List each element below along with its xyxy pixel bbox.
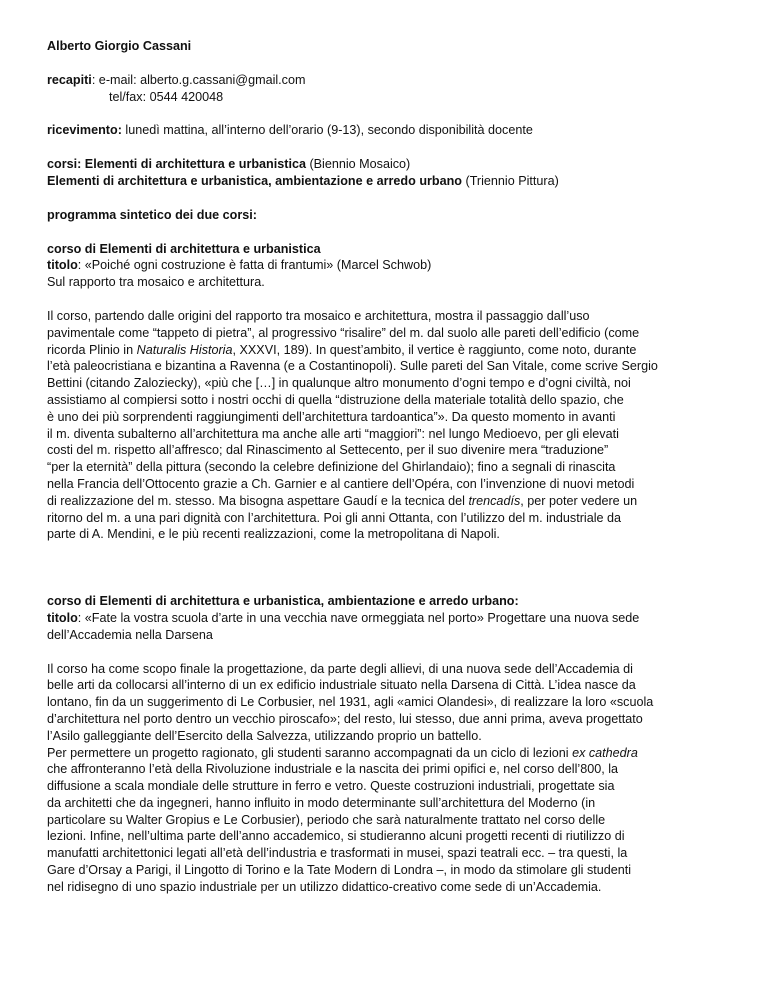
summary-heading: programma sintetico dei due corsi:	[47, 207, 257, 222]
course-b-title-cont: dell’Accademia nella Darsena	[47, 627, 213, 642]
reception-line: ricevimento: lunedì mattina, all’interno dell’orario (9-13), secondo disponibilità docente	[47, 123, 533, 138]
author-name: Alberto Giorgio Cassani	[47, 39, 192, 53]
contacts-email: recapiti: e-mail: alberto.g.cassani@gmail.com	[47, 72, 306, 87]
course-b-heading: corso di Elementi di architettura e urbanistica, ambientazione e arredo urbano:	[47, 594, 519, 609]
document-page	[47, 38, 737, 896]
course-b-title: titolo: «Fate la vostra scuola d’arte in una vecchia nave ormeggiata nel porto» Progettare una nuova sede	[47, 610, 640, 625]
course-list-item-2: Elementi di architettura e urbanistica, ambientazione e arredo urbano (Triennio Pittura)	[47, 173, 559, 188]
course-a-subtitle: Sul rapporto tra mosaico e architettura.	[47, 275, 265, 290]
course-b-description: Il corso ha come scopo finale la progettazione, da parte degli allievi, di una nuova sede dell’Accademia di belle arti da collocarsi all’interno di un ex edificio industriale situato nella Darsena di Città. L’idea nasce da lontano, fin da un suggerimento di Le Corbusier, nel 1931, agli «amici Olandesi», di realizzare la loro «scuola d’architettura nel porto dentro un vecchio piroscafo»; del resto, lui stesso, due anni prima, aveva progettato l’Asilo galleggiante dell’Esercito della Salvezza, utilizzando proprio un battello. Per permettere un progetto ragionato, gli studenti saranno accompagnati da un ciclo di lezioni ex cathedra che affronteranno l’età della Rivoluzione industriale e la nascita dei primi opifici e, nel corso dell’800, la diffusione a scala mondiale delle strutture in ferro e vetro. Queste costruzioni industriali, progettate sia da architetti che da ingegneri, hanno influito in modo determinante sull’architettura del Moderno (in particolare su Walter Gropius e Le Corbusier), periodo che sarà naturalmente trattato nel corso delle lezioni. Infine, nell’ultima parte dell’anno accademico, si studieranno alcuni progetti recenti di riutilizzo di manufatti architettonici legati all’età dell’industria e trasformati in musei, spazi teatrali ecc. – tra questi, la Gare d’Orsay a Parigi, il Lingotto di Torino e la Tate Modern di Londra –, in modo da stimolare gli studenti nel ridisegno di uno spazio industriale per un utilizzo didattico-creativo come sede di un’Accademia.	[47, 661, 654, 894]
contacts-phone: tel/fax: 0544 420048	[109, 89, 224, 104]
course-a-title: titolo: «Poiché ogni costruzione è fatta di frantumi» (Marcel Schwob)	[47, 258, 432, 273]
course-a-description: Il corso, partendo dalle origini del rapporto tra mosaico e architettura, mostra il passaggio dall’uso pavimentale come “tappeto di pietra”, al progressivo “risalire” del m. dal suolo alle pareti dell’edificio (come ricorda Plinio in Naturalis Historia, XXXVI, 189). In quest’ambito, il vertice è raggiunto, come noto, durante l’età paleocristiana e bizantina a Ravenna (e a Costantinopoli). Sulle pareti del San Vitale, come scrive Sergio Bettini (citando Zaloziecky), «più che […] in qualunque altro monumento d’ogni tempo e d’ogni civiltà, noi assistiamo al compiersi sotto i nostri occhi di quella “distruzione della materiale totalità dello spazio, che è uno dei più sorprendenti raggiungimenti dell’architettura tardoantica”». Da questo momento in avanti il m. diventa subalterno all’architettura ma anche alle arti “maggiori”: nel lungo Medioevo, per gli elevati costi del m. rispetto all’affresco; dal Rinascimento al Settecento, per il suo divenire mera “traduzione” “per la eternità” della pittura (secondo la celebre definizione del Ghirlandaio); fino a segnali di rinascita nella Francia dell’Ottocento grazie a Ch. Garnier e al cantiere dell’Opéra, con l’invenzione di nuovi metodi di realizzazione del m. stesso. Ma bisogna aspettare Gaudí e la tecnica del trencadís, per poter vedere un ritorno del m. a una pari dignità con l’architettura. Poi gli anni Ottanta, con l’utilizzo del m. industriale da parte di A. Mendini, e le più recenti realizzazioni, come la metropolitana di Napoli.	[47, 308, 658, 542]
course-list-item-1: corsi: Elementi di architettura e urbanistica (Biennio Mosaico)	[47, 157, 411, 172]
contacts-label: recapiti	[47, 72, 92, 87]
course-a-heading: corso di Elementi di architettura e urbanistica	[47, 241, 321, 256]
